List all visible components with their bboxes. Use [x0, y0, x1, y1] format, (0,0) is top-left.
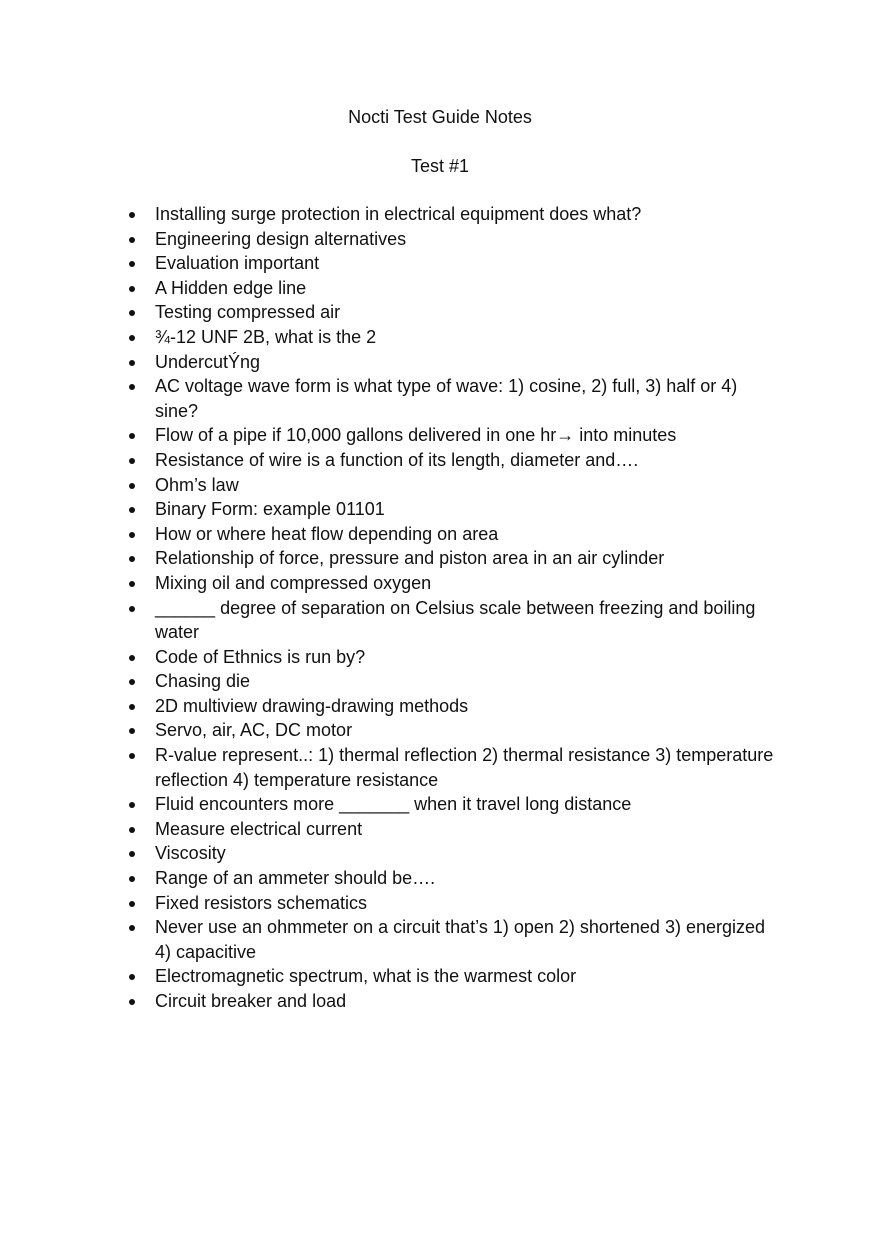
list-item-text: ______ degree of separation on Celsius scale between freezing and boiling water [155, 597, 756, 643]
list-item-text: Viscosity [155, 843, 226, 864]
bullet-icon [129, 851, 135, 857]
list-item-text: Installing surge protection in electrical equipment does what? [155, 204, 642, 224]
bullet-icon [129, 212, 135, 218]
bullet-icon [129, 507, 135, 513]
bullet-icon [129, 802, 135, 808]
bullet-icon [129, 999, 135, 1005]
bullet-icon [129, 728, 135, 734]
list-item-text: ¾-12 UNF 2B, what is the 2 [155, 326, 377, 347]
bullet-icon [129, 901, 135, 907]
list-item-text: Binary Form: example 01101 [155, 499, 385, 520]
list-item [155, 669, 780, 694]
list-item-text: Circuit breaker and load [155, 991, 347, 1011]
list-item-text: Measure electrical current [155, 818, 363, 839]
bullet-icon [129, 384, 135, 390]
list-item [155, 227, 780, 252]
list-item-text: Testing compressed air [155, 302, 341, 323]
list-item [155, 915, 780, 964]
list-item [155, 374, 780, 423]
list-item-text: How or where heat flow depending on area [155, 523, 499, 544]
bullet-icon [129, 360, 135, 366]
list-item-text: Ohm’s law [155, 474, 239, 495]
list-item [155, 276, 780, 301]
list-item-text: Code of Ethnics is run by? [155, 646, 366, 667]
list-item-text: Engineering design alternatives [155, 228, 407, 249]
bullet-icon [129, 261, 135, 267]
list-item-text: Mixing oil and compressed oxygen [155, 572, 432, 593]
bullet-icon [129, 974, 135, 980]
list-item [155, 497, 780, 522]
list-item-text: Servo, air, AC, DC motor [155, 720, 353, 741]
list-item [155, 300, 780, 325]
list-item-text: Relationship of force, pressure and piston area in an air cylinder [155, 548, 665, 569]
list-item [155, 891, 780, 916]
bullet-icon [129, 925, 135, 931]
list-item [155, 596, 780, 645]
list-item-text: Never use an ohmmeter on a circuit that’s 1) open 2) shortened 3) energized 4) capacitive [155, 917, 766, 962]
bullet-icon [129, 310, 135, 316]
bullet-icon [129, 237, 135, 243]
list-item-text: UndercutÝng [155, 351, 261, 372]
document-subtitle: Test #1 [410, 156, 470, 176]
bullet-icon [129, 556, 135, 562]
list-item [155, 325, 780, 350]
notes-bullet-list [155, 202, 780, 1014]
bullet-icon [129, 458, 135, 464]
bullet-icon [129, 286, 135, 292]
list-item [155, 841, 780, 866]
list-item-text: A Hidden edge line [155, 277, 307, 298]
bullet-icon [129, 581, 135, 587]
list-item [155, 645, 780, 670]
bullet-icon [129, 679, 135, 685]
bullet-icon [129, 704, 135, 710]
bullet-icon [129, 606, 135, 612]
list-item [155, 448, 780, 473]
list-item-text: R-value represent..: 1) thermal reflection 2) thermal resistance 3) temperature reflection 4) temperature resistance [155, 745, 774, 790]
list-item [155, 473, 780, 498]
list-item-text: 2D multiview drawing-drawing methods [155, 695, 469, 716]
list-item [155, 817, 780, 842]
list-item-text: Evaluation important [155, 253, 320, 274]
list-item [155, 718, 780, 743]
list-item [155, 792, 780, 817]
bullet-icon [129, 433, 135, 439]
list-item-text: AC voltage wave form is what type of wave: 1) cosine, 2) full, 3) half or 4) sine? [155, 376, 738, 421]
list-item-text: Resistance of wire is a function of its length, diameter and…. [155, 449, 639, 470]
bullet-icon [129, 532, 135, 538]
bullet-icon [129, 335, 135, 341]
list-item [155, 546, 780, 571]
bullet-icon [129, 876, 135, 882]
list-item [155, 743, 780, 792]
list-item [155, 571, 780, 596]
bullet-icon [129, 753, 135, 759]
document-title: Nocti Test Guide Notes [348, 107, 532, 127]
list-item [155, 423, 780, 448]
list-item [155, 866, 780, 891]
list-item-text: Fluid encounters more _______ when it travel long distance [155, 794, 632, 815]
bullet-icon [129, 483, 135, 489]
list-item [155, 989, 780, 1014]
list-item [155, 202, 780, 227]
list-item-text: Electromagnetic spectrum, what is the warmest color [155, 966, 577, 987]
list-item-text: Fixed resistors schematics [155, 892, 368, 913]
list-item [155, 522, 780, 547]
list-item-text: Flow of a pipe if 10,000 gallons delivered in one hr→ into minutes [155, 425, 677, 446]
list-item [155, 251, 780, 276]
list-item-text: Range of an ammeter should be…. [155, 868, 436, 889]
list-item-text: Chasing die [155, 671, 251, 692]
bullet-icon [129, 655, 135, 661]
bullet-icon [129, 827, 135, 833]
list-item [155, 694, 780, 719]
list-item [155, 350, 780, 375]
list-item [155, 964, 780, 989]
